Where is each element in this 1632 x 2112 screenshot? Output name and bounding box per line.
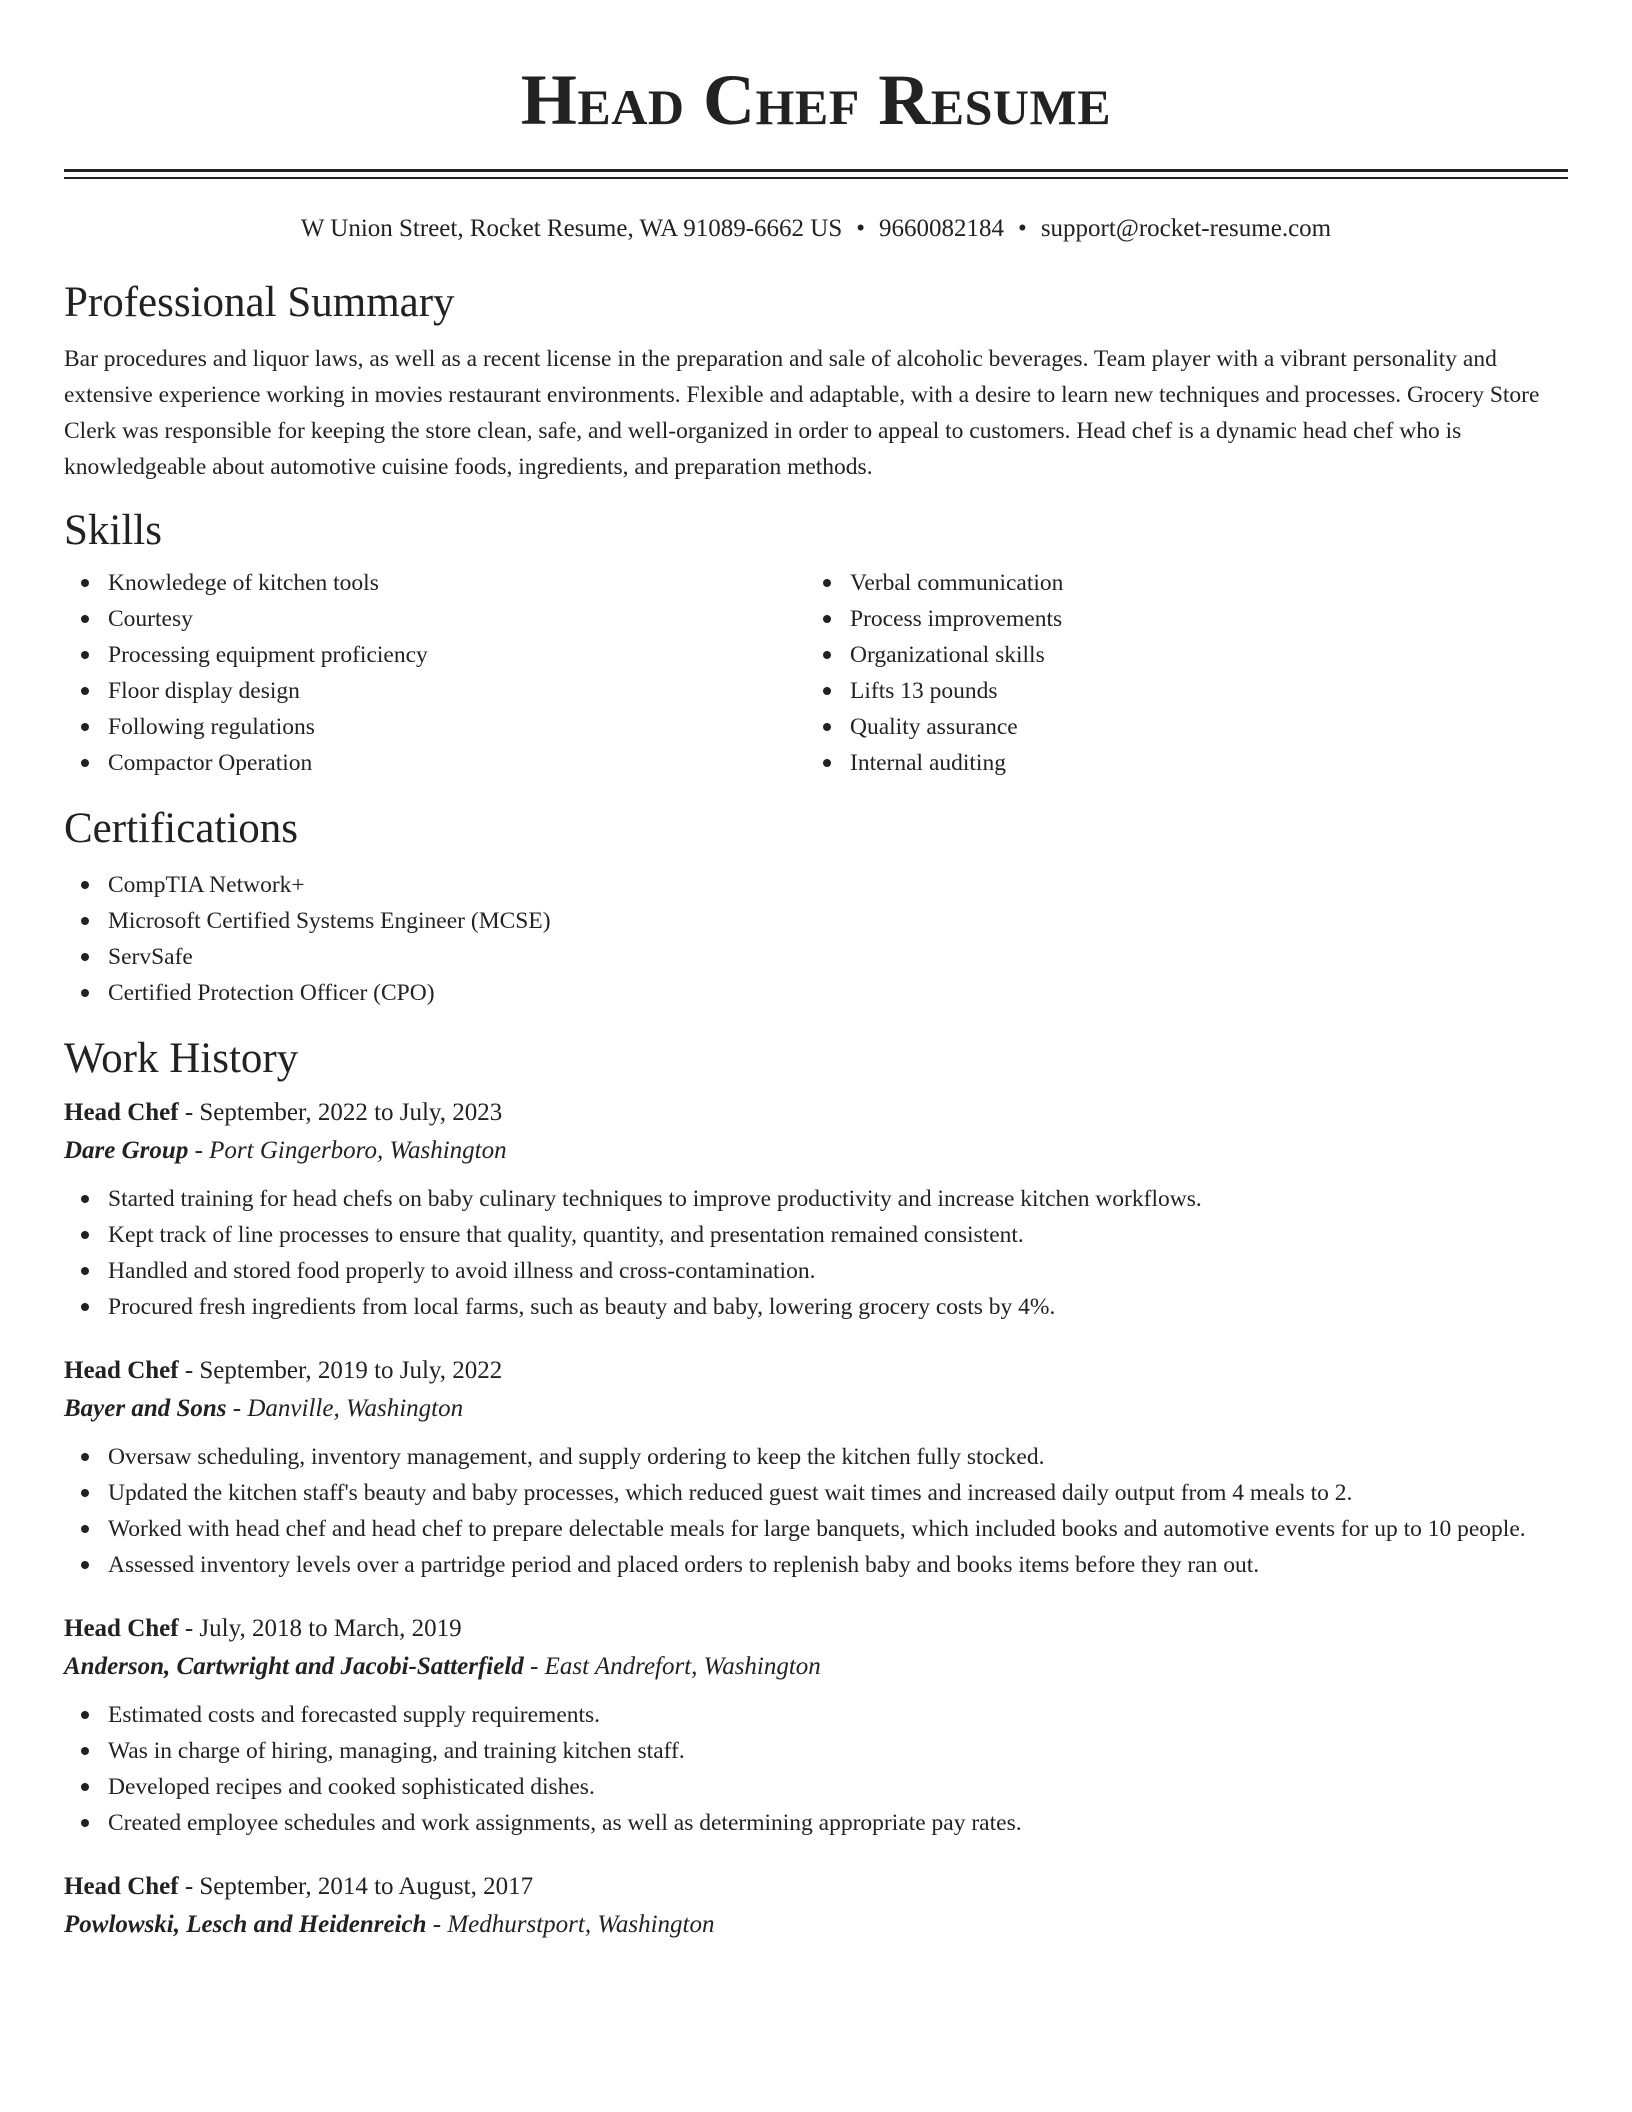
job-bullet: Updated the kitchen staff's beauty and baby processes, which reduced guest wait times and increased daily output from 4 meals to 2.: [64, 1475, 1568, 1511]
job-location: Medhurstport, Washington: [447, 1911, 715, 1938]
job-separator: -: [523, 1653, 545, 1680]
certification-item: ServSafe: [64, 939, 1568, 975]
job-role: Head Chef: [64, 1615, 179, 1642]
skill-item: Lifts 13 pounds: [806, 673, 1548, 709]
skill-item: Process improvements: [806, 601, 1548, 637]
contact-info: [64, 213, 1568, 245]
job-location: Danville, Washington: [247, 1395, 464, 1422]
job-role: Head Chef: [64, 1357, 179, 1384]
job-company: Dare Group: [64, 1137, 189, 1164]
job-bullet: Estimated costs and forecasted supply requirements.: [64, 1697, 1568, 1733]
summary-heading: Professional Summary: [64, 279, 455, 326]
job-entry: [64, 1353, 1568, 1583]
skills-list-left: [64, 565, 806, 781]
job-bullet: Created employee schedules and work assignments, as well as determining appropriate pay rates.: [64, 1805, 1568, 1841]
job-title-line: [64, 1611, 1568, 1647]
job-separator: -: [178, 1615, 200, 1642]
skills-grid: [64, 565, 1568, 781]
skills-list-right: [806, 565, 1548, 781]
job-bullet: Handled and stored food properly to avoid illness and cross-contamination.: [64, 1253, 1568, 1289]
job-bullet: Worked with head chef and head chef to prepare delectable meals for large banquets, which included books and automotive events for up to 10 people.: [64, 1511, 1568, 1547]
skill-item: Following regulations: [64, 709, 806, 745]
contact-address: W Union Street, Rocket Resume, WA 91089-6662 US: [300, 215, 843, 242]
job-dates: September, 2014 to August, 2017: [199, 1873, 534, 1900]
job-bullet: Was in charge of hiring, managing, and training kitchen staff.: [64, 1733, 1568, 1769]
contact-separator: •: [856, 215, 866, 242]
certifications-heading: Certifications: [64, 805, 299, 852]
title-divider: [64, 168, 1568, 179]
certification-item: Certified Protection Officer (CPO): [64, 975, 1568, 1011]
job-dates: July, 2018 to March, 2019: [199, 1615, 462, 1642]
resume-title: Head Chef Resume: [520, 60, 1112, 140]
job-title-line: [64, 1095, 1568, 1131]
skill-item: Internal auditing: [806, 745, 1548, 781]
job-separator: -: [226, 1395, 248, 1422]
skill-item: Floor display design: [64, 673, 806, 709]
job-company-line: [64, 1647, 1568, 1687]
job-entry: [64, 1611, 1568, 1841]
certifications-section: [64, 803, 1568, 1011]
job-bullet: Assessed inventory levels over a partridge period and placed orders to replenish baby and books items before they ran out.: [64, 1547, 1568, 1583]
certifications-list: [64, 867, 1568, 1011]
job-bullet: Developed recipes and cooked sophisticated dishes.: [64, 1769, 1568, 1805]
job-bullet: Started training for head chefs on baby culinary techniques to improve productivity and increase kitchen workflows.: [64, 1181, 1568, 1217]
title-divider-thick-line: [64, 169, 1568, 172]
skill-item: Quality assurance: [806, 709, 1548, 745]
work-history-heading: Work History: [64, 1035, 299, 1082]
certification-item: CompTIA Network+: [64, 867, 1568, 903]
summary-section: [64, 277, 1568, 485]
job-company-line: [64, 1131, 1568, 1171]
contact-phone[interactable]: 9660082184: [879, 215, 1005, 242]
skill-item: Processing equipment proficiency: [64, 637, 806, 673]
job-bullet: Kept track of line processes to ensure that quality, quantity, and presentation remained consistent.: [64, 1217, 1568, 1253]
skill-item: Verbal communication: [806, 565, 1548, 601]
job-company-line: [64, 1905, 1568, 1945]
skill-item: Knowledege of kitchen tools: [64, 565, 806, 601]
job-bullets: [64, 1181, 1568, 1325]
job-bullet: Procured fresh ingredients from local farms, such as beauty and baby, lowering grocery costs by 4%.: [64, 1289, 1568, 1325]
skills-heading: Skills: [64, 507, 162, 554]
job-bullets: [64, 1697, 1568, 1841]
job-entry: [64, 1869, 1568, 1945]
job-company: Anderson, Cartwright and Jacobi-Satterfield: [64, 1653, 524, 1680]
skill-item: Courtesy: [64, 601, 806, 637]
job-entry: [64, 1095, 1568, 1325]
skill-item: Compactor Operation: [64, 745, 806, 781]
job-dates: September, 2019 to July, 2022: [199, 1357, 503, 1384]
work-history-section: [64, 1033, 1568, 1945]
job-bullet: Oversaw scheduling, inventory management, and supply ordering to keep the kitchen fully stocked.: [64, 1439, 1568, 1475]
job-separator: -: [178, 1357, 200, 1384]
job-bullets: [64, 1439, 1568, 1583]
job-separator: -: [426, 1911, 448, 1938]
job-title-line: [64, 1869, 1568, 1905]
contact-email[interactable]: support@rocket-resume.com: [1040, 215, 1332, 242]
job-dates: September, 2022 to July, 2023: [199, 1099, 503, 1126]
title-divider-thin-line: [64, 177, 1568, 179]
job-location: Port Gingerboro, Washington: [209, 1137, 507, 1164]
job-location: East Andrefort, Washington: [544, 1653, 821, 1680]
job-role: Head Chef: [64, 1099, 179, 1126]
job-separator: -: [178, 1099, 200, 1126]
certification-item: Microsoft Certified Systems Engineer (MCSE): [64, 903, 1568, 939]
job-separator: -: [178, 1873, 200, 1900]
job-separator: -: [188, 1137, 210, 1164]
job-company: Bayer and Sons: [64, 1395, 227, 1422]
skill-item: Organizational skills: [806, 637, 1548, 673]
job-company: Powlowski, Lesch and Heidenreich: [64, 1911, 427, 1938]
job-company-line: [64, 1389, 1568, 1429]
contact-separator: •: [1018, 215, 1027, 242]
job-role: Head Chef: [64, 1873, 179, 1900]
summary-text: Bar procedures and liquor laws, as well as a recent license in the preparation and sale of alcoholic beverages. Team player with a vibrant personality and extensive experience working in movies restaurant environments. Flexible and adaptable, with a desire to learn new techniques and processes. Grocery Store Clerk was responsible for keeping the store clean, safe, and well-organized in order to appeal to customers. Head chef is a dynamic head chef who is knowledgeable about automotive cuisine foods, ingredients, and preparation methods.: [64, 346, 1540, 480]
skills-section: [64, 505, 1568, 781]
job-title-line: [64, 1353, 1568, 1389]
